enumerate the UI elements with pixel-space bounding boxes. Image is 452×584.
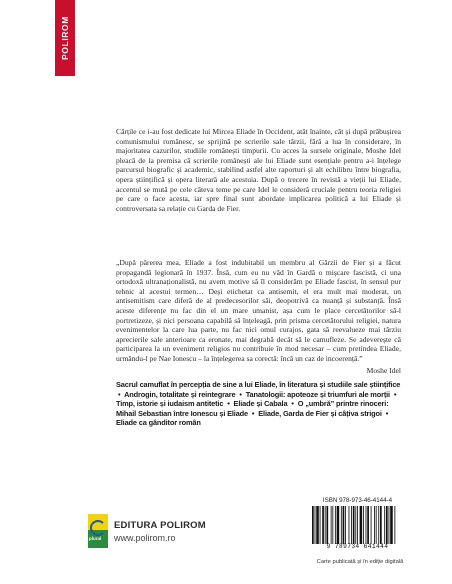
- logo-word: plural: [89, 536, 102, 541]
- barcode-bar: [316, 506, 319, 544]
- author-quote: [116, 258, 401, 364]
- barcode-bar: [351, 506, 352, 544]
- barcode-bar: [312, 506, 314, 544]
- publisher-block: [88, 511, 238, 551]
- isbn-barcode-block: [310, 497, 405, 550]
- barcode-bar: [355, 506, 356, 544]
- topic-separator: •: [227, 399, 230, 409]
- quote-text: „După părerea mea, Eliade a fost indubitabil un membru al Gărzii de Fier și a făcut propagandă legionară în 1937. Însă, cum eu nu văd în Gardă o mișcare fascistă, ci una ortodoxă ultranaționalistă, nu avem motive să îl considerăm pe Eliade fascist, în sensul pur tehnic al acestui termen… Deși etichetat ca antisemit, el era mult mai moderat, un antisemitism care diferă de al predecesorilor săi, deopotrivă ca nuanță și substanță. Însă aceste diferențe nu fac din el un mare umanist, așa cum le place cercetătorilor să-l portretizeze, și nici persoana capabilă să înțeleagă, prin prisma cercetătorului religiei, natura evenimentelor la care lua parte, nu fac nici omul curajos, gata să reevalueze mai târziu aprecierile sale anterioare ca eronate, mai degrabă decât să le camufleze. Se adeverește că participarea la un eveniment religios nu contribuie în mod necesar – cum pretindea Eliade, urmându-l pe Nae Ionescu – la înțelegerea sa corectă: încă un caz de incoerență.”: [116, 258, 401, 363]
- topic-item: Timp, istorie și iudaism antitetic: [116, 399, 224, 409]
- digital-edition-note: Carte publicată și în ediție digitală: [316, 559, 404, 565]
- barcode-bar: [349, 506, 350, 544]
- barcode-bar: [384, 506, 385, 544]
- topic-item: Eliade și Cabala: [233, 399, 288, 409]
- topic-item: Tanatologii: apoteoze și triumfuri ale morții: [245, 389, 390, 399]
- barcode-bar: [367, 506, 369, 544]
- barcode-bar: [366, 506, 367, 544]
- topic-separator: •: [393, 389, 397, 399]
- barcode-bar: [331, 506, 332, 544]
- barcode-bar: [357, 506, 358, 544]
- barcode-bar: [353, 506, 355, 544]
- barcode-bar: [320, 506, 321, 544]
- barcode-icon: [310, 506, 405, 544]
- topic-item: Eliade, Garda de Fier și câțiva strigoi: [258, 408, 382, 418]
- barcode-bar: [360, 506, 363, 544]
- barcode-bar: [363, 506, 364, 544]
- barcode-bar: [394, 506, 395, 544]
- topic-separator: •: [291, 399, 294, 409]
- barcode-bar: [343, 506, 345, 544]
- barcode-bar: [378, 506, 379, 544]
- plural-logo-icon: [88, 514, 108, 548]
- barcode-bar: [371, 506, 372, 544]
- publisher-name: EDITURA POLIROM: [114, 519, 206, 531]
- topics-list: [116, 380, 406, 428]
- quote-author: Moshe Idel: [366, 366, 401, 375]
- barcode-bar: [390, 506, 393, 544]
- barcode-bar: [380, 506, 382, 544]
- barcode-bar: [341, 506, 342, 544]
- topic-item: Androgin, totalitate și reintegrare: [124, 389, 236, 399]
- barcode-bar: [345, 506, 346, 544]
- blurb-paragraph: Cărțile ce i-au fost dedicate lui Mircea Eliade în Occident, atât înainte, cât și după prăbușirea comunismului românesc, se sprijină pe scrierile sale târzii, fără a lua în considerare, în majoritatea cazurilor, studiile românești timpurii. Cu acces la sursele originale, Moshe Idel pleacă de la premisa că scrierile românești ale lui Eliade sunt esențiale pentru a-i înțelege parcursul biografic și academic, stabilind astfel alte raporturi și alt echilibru între biografia, opera științifică și opera literară ale acestuia. După o trecere în revistă a vieții lui Eliade, accentul se mută pe cele câteva teme pe care Idel le consideră cruciale pentru teoria religiei pe care o face acesta, iar spre final sunt abordate implicarea politică a lui Eliade și controversata sa relație cu Garda de Fier.: [116, 127, 401, 213]
- isbn-label: ISBN 978-973-46-4144-4: [322, 497, 393, 504]
- barcode-bar: [326, 506, 328, 544]
- barcode-bar: [325, 506, 326, 544]
- polirom-spine-tab: [55, 0, 75, 76]
- barcode-bar: [374, 506, 375, 544]
- topic-separator: •: [251, 408, 255, 418]
- barcode-bar: [386, 506, 388, 544]
- topic-separator: •: [118, 389, 121, 399]
- barcode-bar: [322, 506, 324, 544]
- topic-item: Sacrul camuflat în percepția de sine a lui Eliade, în literatura și studiile sale științifice: [116, 380, 401, 389]
- back-cover-blurb: [116, 127, 401, 213]
- barcode-bar: [389, 506, 390, 544]
- spine-tab-label: POLIROM: [60, 16, 70, 60]
- topic-separator: •: [239, 389, 242, 399]
- barcode-bar: [376, 506, 377, 544]
- isbn-digits: 9 789734 641444: [326, 543, 389, 550]
- publisher-url: www.polirom.ro: [114, 532, 176, 543]
- topic-separator: •: [385, 408, 389, 418]
- barcode-bar: [332, 506, 333, 544]
- barcode-bar: [335, 506, 336, 544]
- topic-item: O „umbră” printre rinoceri: Mihail Sebastian între Ionescu și Eliade: [116, 399, 389, 418]
- topic-item: Eliade ca gânditor român: [116, 418, 201, 428]
- barcode-bar: [315, 506, 316, 544]
- barcode-bar: [337, 506, 340, 544]
